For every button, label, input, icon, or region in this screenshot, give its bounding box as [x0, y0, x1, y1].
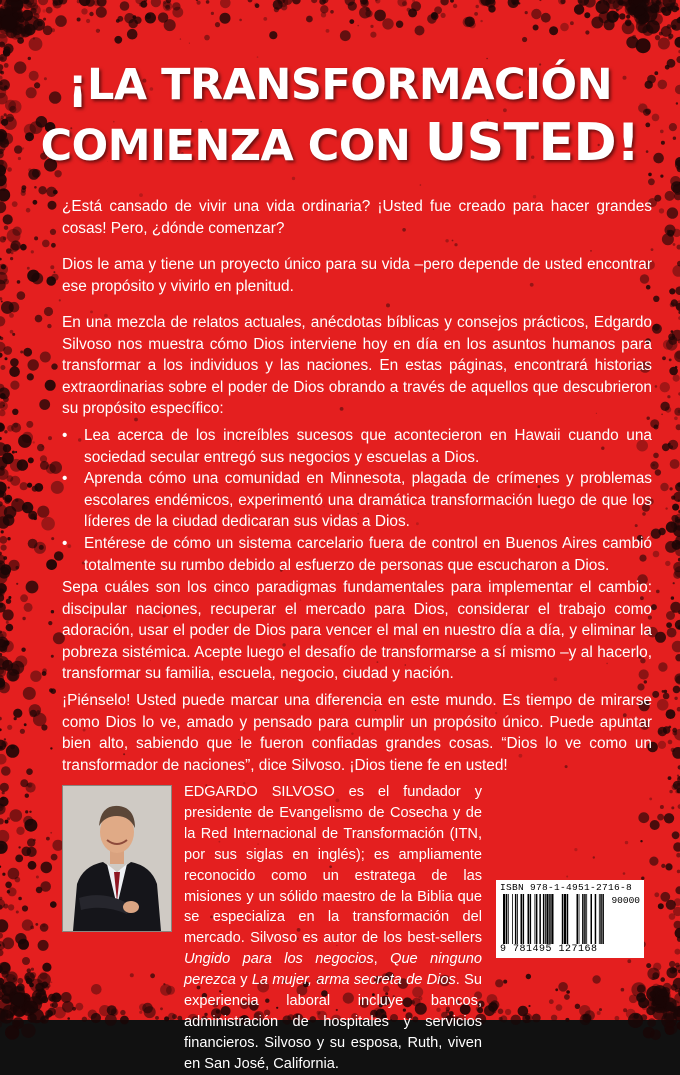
highlights-list	[62, 425, 652, 576]
author-portrait-icon	[63, 786, 171, 931]
list-item-text: Lea acerca de los increíbles sucesos que acontecieron en Hawaii cuando una sociedad secular entregó sus negocios y escuelas a Dios.	[84, 427, 652, 466]
bio-text-start: EDGARDO SILVOSO es el fundador y presidente de Evangelismo de Cosecha y de la Red Internacional de Transformación (ITN, por sus siglas en inglés); es ampliamente reconocido como un estratega de las misiones y un sólido maestro de la Biblia que se especializa en la transformación del mercado. Silvoso es autor de los best-sellers	[184, 784, 482, 946]
headline-line-2	[0, 114, 680, 175]
headline-line-2-start: COMIENZA CON	[41, 121, 425, 171]
list-item	[62, 533, 652, 576]
list-item	[62, 468, 652, 533]
paradigms-paragraph: Sepa cuáles son los cinco paradigmas fundamentales para implementar el cambio: discipular naciones, recuperar el mercado para Dios, considerar el trabajo como adoración, usar el poder de Dios para vencer el mal en nuestro día a día, y eliminar la pobreza sistémica. Acepte luego el desafío de transformarse a sí mismo –y al hacerlo, transformar su familia, escuela, negocio, ciudad y nación.	[62, 577, 652, 685]
book-title: Que ninguno perezca	[184, 951, 482, 988]
barcode-bars-icon	[502, 894, 608, 944]
bio-text-end: . Su experiencia laboral incluye bancos, administración de hospitales y servicios financieros. Silvoso y su esposa, Ruth, viven en San José, California.	[184, 972, 482, 1072]
list-item-text: Entérese de cómo un sistema carcelario fuera de control en Buenos Aires cambió totalmente su rumbo debido al esfuerzo de personas que escucharon a Dios.	[84, 535, 652, 574]
summary-paragraph: En una mezcla de relatos actuales, anécdotas bíblicas y consejos prácticos, Edgardo Silvoso nos muestra cómo Dios interviene hoy en día en los asuntos humanos para transformar a los individuos y las naciones. En estas páginas, encontrará historias extraordinarias sobre el poder de Dios obrando a través de aquellos que descubrieron su propósito específico:	[62, 312, 652, 420]
intro-paragraph: ¿Está cansado de vivir una vida ordinaria? ¡Usted fue creado para hacer grandes cosas! Pero, ¿dónde comenzar?	[62, 196, 652, 239]
purpose-paragraph: Dios le ama y tiene un proyecto único para su vida –pero depende de usted encontrar ese propósito y vivirlo en plenitud.	[62, 254, 652, 297]
book-title: Ungido para los negocios	[184, 951, 374, 967]
isbn-label: ISBN 978-1-4951-2716-8	[500, 882, 632, 893]
bullet-marker: •	[62, 533, 67, 555]
headline	[0, 56, 680, 175]
bio-separator: ,	[374, 951, 390, 967]
bio-separator: y	[236, 972, 252, 988]
price-code: 90000	[611, 895, 640, 906]
headline-emphasis: USTED!	[425, 113, 640, 173]
bullet-marker: •	[62, 425, 67, 447]
list-item	[62, 425, 652, 468]
author-photo	[62, 785, 172, 932]
author-bio	[184, 782, 482, 1075]
closing-paragraph: ¡Piénselo! Usted puede marcar una diferencia en este mundo. Es tiempo de mirarse como Dios lo ve, amado y pensado para cumplir un propósito único. Puede apuntar bien alto, sabiendo que le fueron confiadas grandes cosas. “Dios lo ve como un transformador de naciones”, dice Silvoso. ¡Dios tiene fe en usted!	[62, 690, 652, 776]
bullet-marker: •	[62, 468, 67, 490]
book-title: La mujer, arma secreta de Dios	[252, 972, 456, 988]
headline-line-1: ¡LA TRANSFORMACIÓN	[0, 56, 680, 114]
list-item-text: Aprenda cómo una comunidad en Minnesota, plagada de crímenes y problemas escolares endémicos, experimentó una dramática transformación luego de que los líderes de la ciudad dedicaran sus vidas a Dios.	[84, 470, 652, 530]
ean-digits: 9 781495 127168	[500, 944, 598, 955]
isbn-barcode	[496, 880, 644, 958]
